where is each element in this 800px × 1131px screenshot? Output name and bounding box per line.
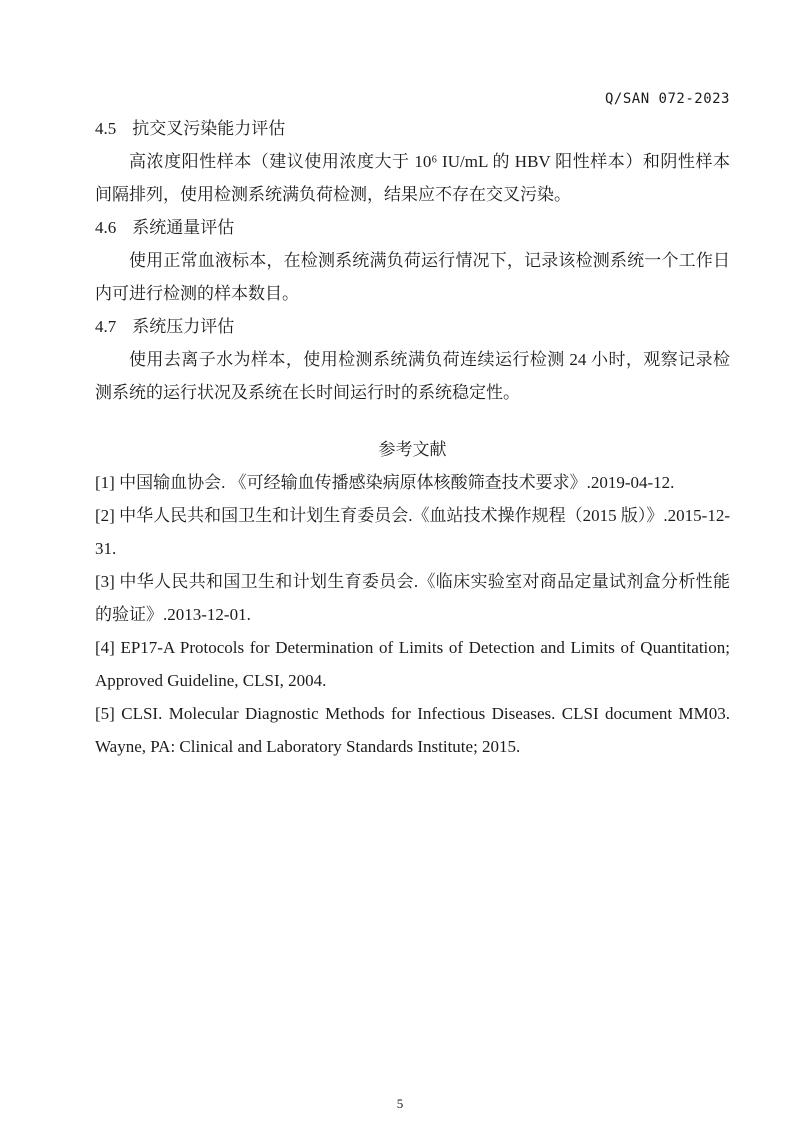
section-heading-4-6 <box>95 211 730 244</box>
reference-item-2: [2] 中华人民共和国卫生和计划生育委员会.《血站技术操作规程（2015 版）》.2015-12-31. <box>95 506 730 558</box>
section-body-4-5: 高浓度阳性样本（建议使用浓度大于 10⁶ IU/mL 的 HBV 阳性样本）和阴性样本间隔排列，使用检测系统满负荷检测，结果应不存在交叉污染。 <box>95 152 730 204</box>
section-heading-4-7 <box>95 310 730 343</box>
section-title-4-6: 系统通量评估 <box>132 218 235 237</box>
document-content <box>95 112 730 763</box>
reference-item-3: [3] 中华人民共和国卫生和计划生育委员会.《临床实验室对商品定量试剂盒分析性能的验证》.2013-12-01. <box>95 572 730 624</box>
page-number: 5 <box>396 1096 404 1111</box>
page-footer <box>0 1095 800 1113</box>
reference-item-5: [5] CLSI. Molecular Diagnostic Methods for Infectious Diseases. CLSI document MM03. Wayne, PA: Clinical and Laboratory Standards Institute; 2015. <box>95 704 730 756</box>
page-header <box>95 90 730 108</box>
section-body-4-7: 使用去离子水为样本，使用检测系统满负荷连续运行检测 24 小时，观察记录检测系统的运行状况及系统在长时间运行时的系统稳定性。 <box>95 350 730 402</box>
document-code: Q/SAN 072-2023 <box>604 91 730 107</box>
section-number-4-7: 4.7 <box>95 317 117 336</box>
section-heading-4-5 <box>95 112 730 145</box>
references-heading: 参考文献 <box>378 440 447 459</box>
section-number-4-6: 4.6 <box>95 218 117 237</box>
section-title-4-7: 系统压力评估 <box>132 317 235 336</box>
section-title-4-5: 抗交叉污染能力评估 <box>132 119 286 138</box>
section-body-4-6: 使用正常血液标本，在检测系统满负荷运行情况下，记录该检测系统一个工作日内可进行检测的样本数目。 <box>95 251 730 303</box>
reference-item-4: [4] EP17-A Protocols for Determination of Limits of Detection and Limits of Quantitation; Approved Guideline, CLSI, 2004. <box>95 638 730 690</box>
reference-item-1: [1] 中国输血协会. 《可经输血传播感染病原体核酸筛查技术要求》.2019-04-12. <box>95 473 675 492</box>
section-number-4-5: 4.5 <box>95 119 117 138</box>
